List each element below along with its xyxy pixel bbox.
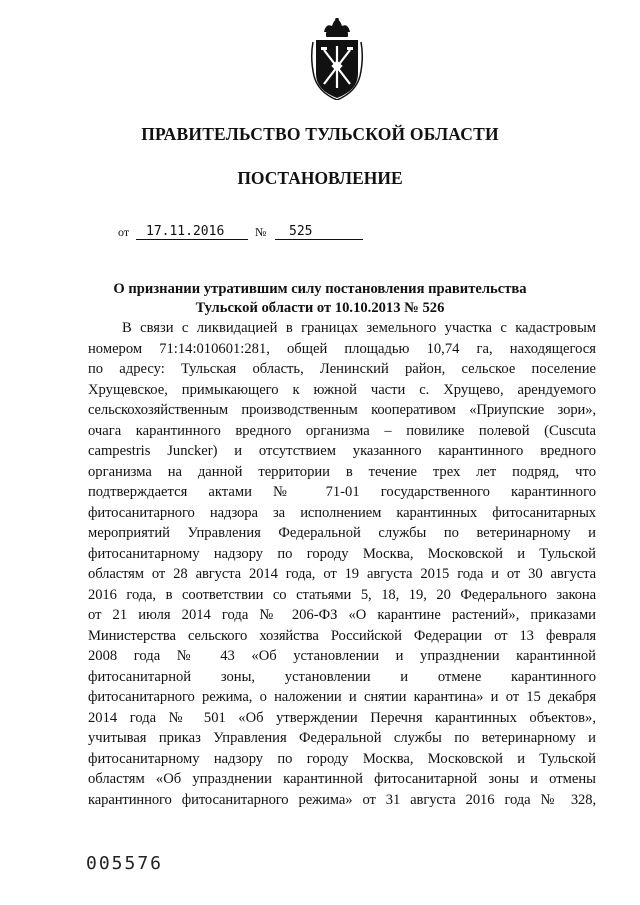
body-line: фитосанитарного надзора за исполнением карантинных фитосанитарных [88, 504, 596, 521]
body-line: 2014 года № 501 «Об утверждении Перечня карантинных объектов», [88, 709, 596, 726]
number-underline [275, 239, 363, 240]
document-type: ПОСТАНОВЛЕНИЕ [237, 168, 403, 188]
body-line: по адресу: Тульская область, Ленинский район, сельское поселение [88, 361, 596, 377]
body-line: campestris Juncker) и отсутствием указанного карантинного вредного [88, 443, 596, 459]
organization-name: ПРАВИТЕЛЬСТВО ТУЛЬСКОЙ ОБЛАСТИ [141, 124, 499, 144]
document-title [90, 280, 550, 318]
document-reference [118, 220, 378, 244]
body-line: карантинного фитосанитарного режима» от 31 августа 2016 года № 328, [88, 791, 596, 808]
body-line: 2016 года, в соответствии со статьями 5, 18, 19, 20 Федерального закона [88, 586, 596, 603]
body-line: фитосанитарному надзору по городу Москва, Московской и Тульской [88, 750, 596, 767]
document-number: 525 [289, 224, 313, 239]
body-line: фитосанитарному надзору по городу Москва, Московской и Тульской [88, 545, 596, 562]
date-prefix: от [118, 225, 130, 239]
registration-number: 005576 [86, 853, 164, 874]
body-line: областям от 28 августа 2014 года, от 19 августа 2015 года и от 30 августа [88, 566, 596, 582]
body-line: Хрущевское, примыкающего к южной части с. Хрущево, арендуемого [88, 381, 596, 398]
body-line: подтверждается актами № 71-01 государственного карантинного [88, 484, 596, 500]
body-line: очага карантинного вредного организма – повилике полевой (Cuscuta [88, 422, 596, 439]
body-line: областям «Об упразднении карантинной фитосанитарной зоны и отмены [88, 771, 596, 787]
body-line: Министерства сельского хозяйства Российской Федерации от 13 февраля [88, 627, 596, 644]
body-line: фитосанитарного режима, о наложении и снятии карантина» и от 15 декабря [88, 689, 596, 705]
date-underline [136, 239, 248, 240]
body-line: фитосанитарной зоны, установлении и отмене карантинного [88, 668, 596, 685]
document-date: 17.11.2016 [146, 224, 225, 239]
body-line: 2008 года № 43 «Об установлении и упразднении карантинной [88, 648, 596, 664]
coat-of-arms-icon [308, 18, 366, 100]
body-line: В связи с ликвидацией в границах земельного участка с кадастровым [122, 320, 596, 336]
title-line: О признании утратившим силу постановления правительства [113, 281, 527, 297]
body-line: номером 71:14:010601:281, общей площадью 10,74 га, находящегося [88, 340, 596, 357]
title-line: Тульской области от 10.10.2013 № 526 [195, 300, 445, 316]
document-body [88, 318, 596, 810]
body-line: от 21 июля 2014 года № 206-ФЗ «О карантине растений», приказами [88, 607, 596, 623]
number-prefix: № [255, 225, 267, 239]
body-line: мероприятий Управления Федеральной службы по ветеринарному и [88, 525, 596, 541]
body-line: учитывая приказ Управления Федеральной службы по ветеринарному и [88, 730, 596, 746]
body-line: сельскохозяйственным производственным кооперативом «Приупские зори», [88, 402, 596, 418]
body-line: организма на данной территории в течение трех лет подряд, что [88, 463, 596, 480]
